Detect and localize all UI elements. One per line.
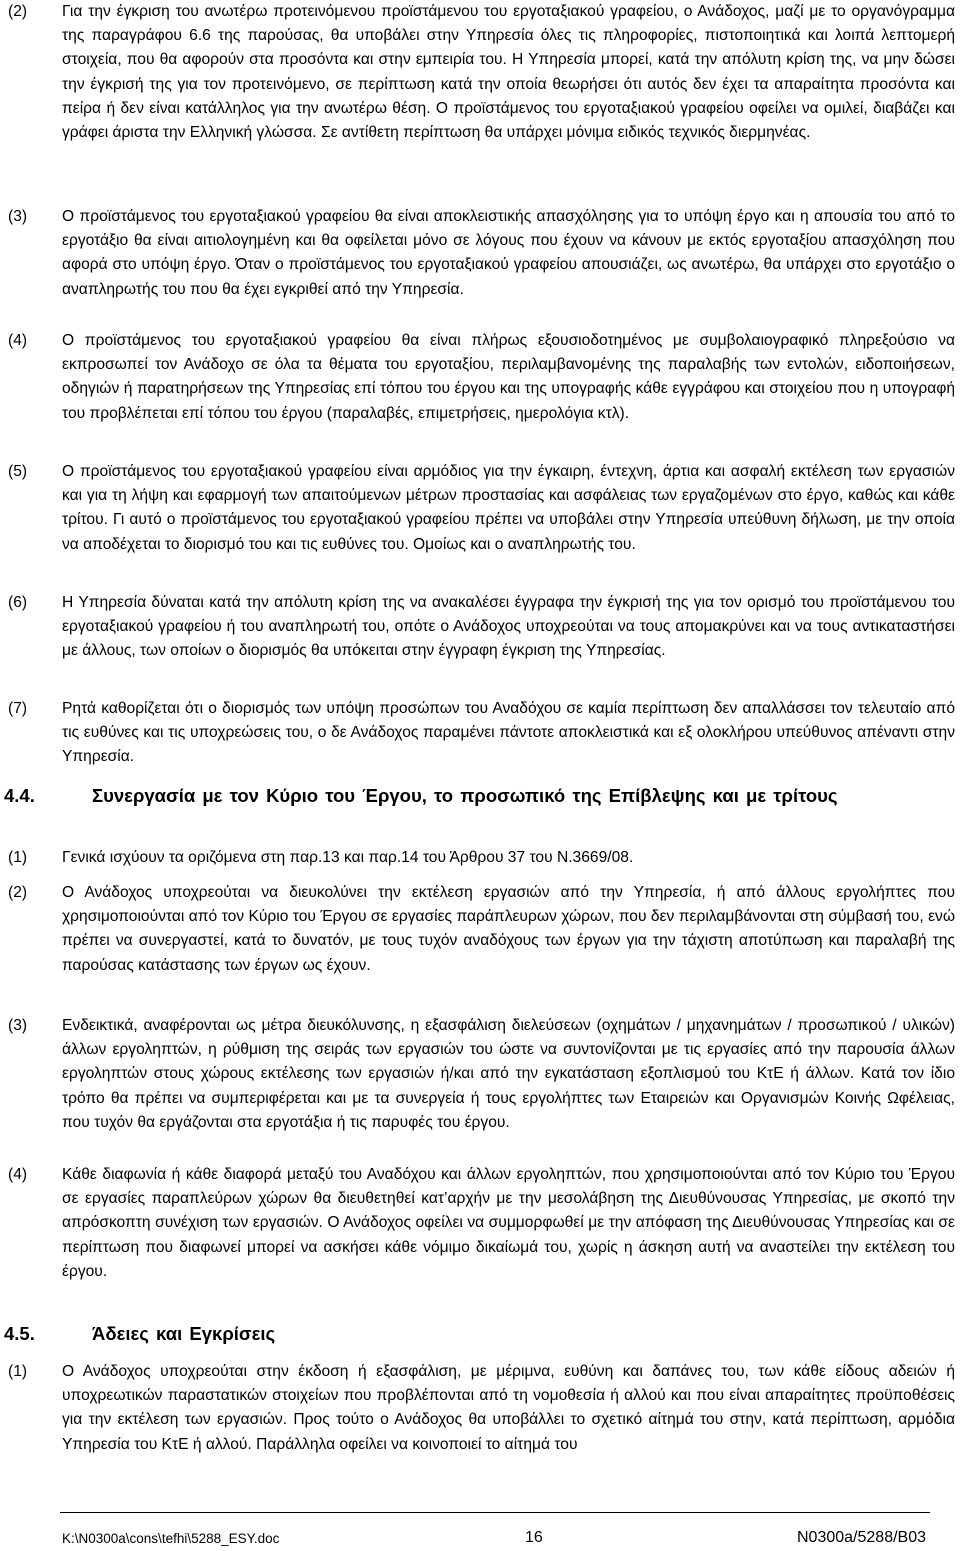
section-heading-4-5 (0, 1320, 955, 1347)
paragraph-number: (4) (8, 332, 28, 349)
paragraph-text: Ο προϊστάμενος του εργοταξιακού γραφείου θα είναι αποκλειστικής απασχόλησης για το υπόψη έργο και η απουσία του από το εργοτάξιο θα είναι αιτιολογημένη και θα οφείλεται μόνο σε λόγους που έχουν να κάνουν με εκτός εργοταξίου απασχόληση που αφορά στο υπόψη έργο. Όταν ο προϊστάμενος του εργοταξιακού γραφείου απουσιάζει, ως ανωτέρω, θα υπάρχει στο εργοτάξιο ο αναπληρωτής του που θα έχει εγκριθεί από την Υπηρεσία. (62, 208, 955, 298)
paragraph-text: Γενικά ισχύουν τα οριζόμενα στη παρ.13 και παρ.14 του Άρθρου 37 του Ν.3669/08. (62, 849, 634, 866)
paragraph-text: Ο Ανάδοχος υποχρεούται στην έκδοση ή εξασφάλιση, με μέριμνα, ευθύνη και δαπάνες του, των κάθε είδους αδειών ή υποχρεωτικών παραστατικών στοιχείων που προβλέπονται από τη νομοθεσία ή αλλού και που είναι απαραίτητες προϋποθέσεις για την εκτέλεση των εργασιών. Προς τούτο ο Ανάδοχος θα υποβάλλει το σχετικό αίτημά του στην, κατά περίπτωση, αρμόδια Υπηρεσία του ΚτΕ ή αλλού. Παράλληλα οφείλει να κοινοποιεί το αίτημά του (62, 1363, 955, 1453)
footer-page-number: 16 (525, 1529, 543, 1546)
paragraph-item (0, 0, 955, 145)
paragraph-number: (6) (8, 594, 28, 611)
paragraph-text: Ενδεικτικά, αναφέρονται ως μέτρα διευκόλυνσης, η εξασφάλιση διελεύσεων (οχημάτων / μηχανημάτων / προσωπικού / υλικών) άλλων εργοληπτών, η ρύθμιση της σειράς των εργασιών του ώστε να συντονίζονται με τις εργασίες από την παρουσία άλλων εργοληπτών στους χώρους εκτέλεσης των εργασιών ή/και από την εγκατάσταση εξοπλισμού του ΚτΕ ή άλλων. Κατά τον ίδιο τρόπο θα πρέπει να συμπεριφέρεται και με τα συνεργεία ή τους εργολήπτες των Εταιρειών και Οργανισμών Κοινής Ωφέλειας, που τυχόν θα εργάζονται στα εργοτάξια ή τις παρυφές του έργου. (62, 1017, 955, 1131)
paragraph-item (0, 205, 955, 302)
section-number: 4.4. (4, 785, 35, 806)
paragraph-item (0, 460, 955, 557)
paragraph-number: (2) (8, 884, 28, 901)
paragraph-number: (2) (8, 3, 28, 20)
paragraph-number: (1) (8, 1363, 28, 1380)
section-heading-4-4 (0, 782, 955, 809)
paragraph-text: Ο προϊστάμενος του εργοταξιακού γραφείου είναι αρμόδιος για την έγκαιρη, έντεχνη, άρτια και ασφαλή εκτέλεση των εργασιών και για τη λήψη και εφαρμογή των απαιτούμενων μέτρων προστασίας και ασφάλειας των εργαζομένων στο έργο, καθώς και κάθε τρίτου. Γι αυτό ο προϊστάμενος του εργοταξιακού γραφείου πρέπει να υποβάλει στην Υπηρεσία υπεύθυνη δήλωση, με την οποία να αποδέχεται το διορισμό του και τις ευθύνες του. Ομοίως και ο αναπληρωτής του. (62, 463, 955, 553)
footer-file-path: K:\N0300a\cons\tefhi\5288_ESY.doc (62, 1531, 280, 1546)
paragraph-text: Ο προϊστάμενος του εργοταξιακού γραφείου θα είναι πλήρως εξουσιοδοτημένος με συμβολαιογραφικό πληρεξούσιο να εκπροσωπεί τον Ανάδοχο σε όλα τα θέματα του εργοταξίου, περιλαμβανομένης της παραλαβής των εντολών, ειδοποιήσεων, οδηγιών ή παρατηρήσεων της Υπηρεσίας επί τόπου του έργου και της υπογραφής κάθε εγγράφου και στοιχείου που η υπογραφή του προβλέπεται επί τόπου του έργου (παραλαβές, επιμετρήσεις, ημερολόγια κτλ). (62, 332, 955, 422)
paragraph-text: Κάθε διαφωνία ή κάθε διαφορά μεταξύ του Αναδόχου και άλλων εργοληπτών, που χρησιμοποιούνται από τον Κύριο του Έργου σε εργασίες παραπλεύρων χώρων θα διευθετηθεί κατ’αρχήν με την μεσολάβηση της Διευθύνουσας Υπηρεσίας, με σκοπό την απρόσκοπτη συνέχιση των εργασιών. Ο Ανάδοχος οφείλει να συμμορφωθεί με την απόφαση της Διευθύνουσας Υπηρεσίας και σε περίπτωση που διαφωνεί μπορεί να ασκήσει κάθε νόμιμο δικαίωμά του, χωρίς η άσκηση αυτή να αναστείλει την εκτέλεση του έργου. (62, 1166, 955, 1280)
paragraph-text: Η Υπηρεσία δύναται κατά την απόλυτη κρίση της να ανακαλέσει έγγραφα την έγκρισή της για τον ορισμό του προϊστάμενου του εργοταξιακού γραφείου ή του αναπληρωτή του, οπότε ο Ανάδοχος υποχρεούται να τους απομακρύνει και να τους αντικαταστήσει με άλλους, των οποίων ο διορισμός θα υπόκειται στην έγγραφη έγκριση της Υπηρεσίας. (62, 594, 955, 660)
paragraph-item (0, 1163, 955, 1284)
paragraph-item (0, 1360, 955, 1457)
footer-doc-code: N0300a/5288/B03 (797, 1529, 926, 1546)
paragraph-item (0, 881, 955, 978)
paragraph-number: (5) (8, 463, 28, 480)
paragraph-text: Για την έγκριση του ανωτέρω προτεινόμενου προϊστάμενου του εργοταξιακού γραφείου, ο Ανάδοχος, μαζί με το οργανόγραμμα της παραγράφου 6.6 της παρούσας, θα υποβάλει στην Υπηρεσία όλες τις πληροφορίες, πιστοποιητικά και λοιπά λεπτομερή στοιχεία, που θα αφορούν στα προσόντα και στην εμπειρία του. Η Υπηρεσία μπορεί, κατά την απόλυτη κρίση της, να μην δώσει την έγκρισή της για τον προτεινόμενο, σε περίπτωση κατά την οποία θεωρήσει ότι αυτός δεν έχει τα απαραίτητα προσόντα και πείρα ή δεν είναι κατάλληλος για την ανωτέρω θέση. Ο προϊστάμενος του εργοταξιακού γραφείου οφείλει να ομιλεί, διαβάζει και γράφει άριστα την Ελληνική γλώσσα. Σε αντίθετη περίπτωση θα υπάρχει μόνιμα ειδικός τεχνικός διερμηνέας. (62, 3, 955, 142)
paragraph-text: Ο Ανάδοχος υποχρεούται να διευκολύνει την εκτέλεση εργασιών από την Υπηρεσία, ή από άλλους εργολήπτες που χρησιμοποιούνται από τον Κύριο του Έργου σε εργασίες παράπλευρων χώρων, που δεν περιλαμβάνονται στη σύμβασή του, ενώ πρέπει να συνεργαστεί, κατά το δυνατόν, με τους τυχόν αναδόχους των έργων για την τάχιστη αποτύπωση και παραλαβή της παρούσας κατάστασης των έργων ως έχουν. (62, 884, 955, 974)
paragraph-number: (3) (8, 208, 28, 225)
section-number: 4.5. (4, 1323, 35, 1344)
paragraph-text: Ρητά καθορίζεται ότι ο διορισμός των υπόψη προσώπων του Αναδόχου σε καμία περίπτωση δεν απαλλάσσει τον τελευταίο από τις ευθύνες και τις υποχρεώσεις του, ο δε Ανάδοχος παραμένει πάντοτε αποκλειστικά και εξ ολοκλήρου υπεύθυνος απέναντι στην Υπηρεσία. (62, 700, 955, 766)
paragraph-item (0, 1014, 955, 1135)
paragraph-number: (3) (8, 1017, 28, 1034)
paragraph-number: (4) (8, 1166, 28, 1183)
paragraph-item (0, 697, 955, 770)
paragraph-item (0, 329, 955, 426)
paragraph-number: (1) (8, 849, 28, 866)
paragraph-number: (7) (8, 700, 28, 717)
paragraph-item (0, 591, 955, 664)
page-footer (60, 1512, 930, 1546)
section-title: Άδειες και Εγκρίσεις (92, 1323, 276, 1344)
section-title: Συνεργασία με τον Κύριο του Έργου, το προσωπικό της Επίβλεψης και με τρίτους (92, 785, 838, 806)
paragraph-item (0, 846, 955, 870)
